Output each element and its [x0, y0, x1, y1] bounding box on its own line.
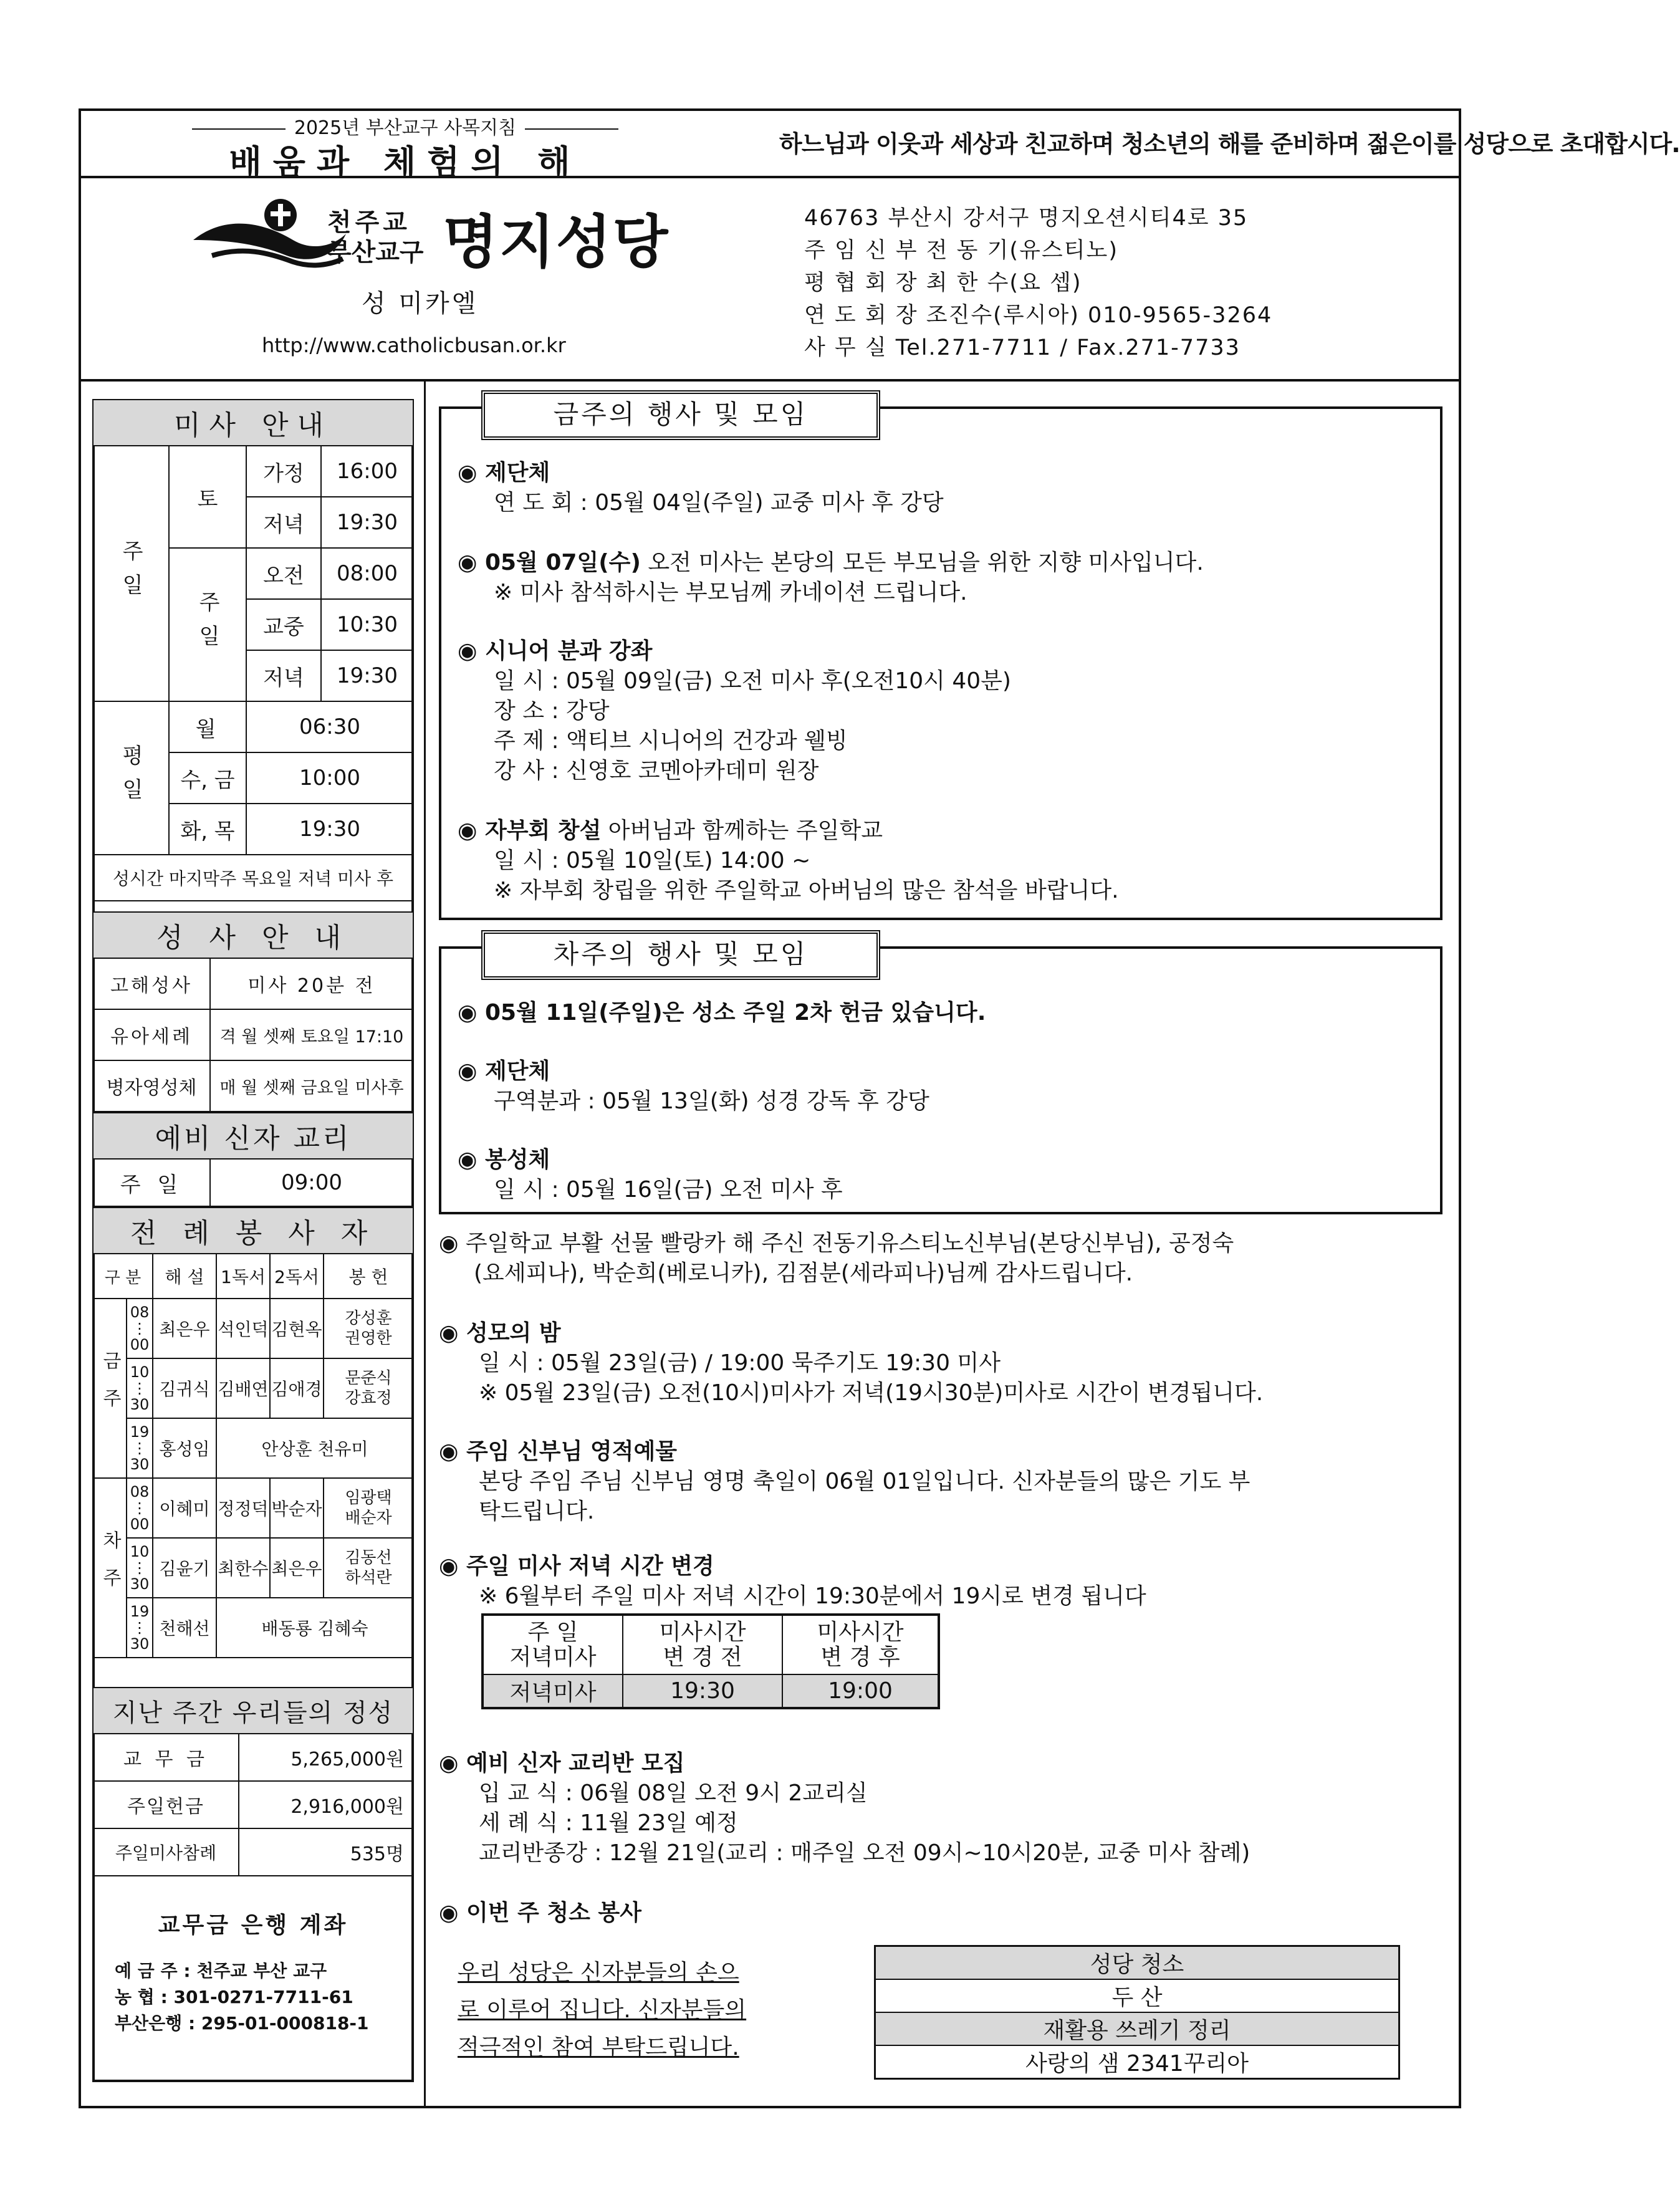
- mass-row-time: 19:30: [246, 804, 413, 855]
- notice-line: 교리반종강 : 12월 21일(교리 : 매주일 오전 09시~10시20분, 교중 미사 참례): [479, 1840, 1250, 1866]
- server-time-hour: 19: [130, 1603, 150, 1620]
- bank-title: 교무금 은행 계좌: [158, 1913, 348, 1938]
- logo-top-text: 천주교: [327, 208, 411, 237]
- event-line: ※ 자부회 창립을 위한 주일학교 아버님의 많은 참석을 바랍니다.: [494, 878, 1119, 903]
- time-table-h1b: 저녁미사: [509, 1644, 597, 1670]
- this-week-title: 금주의 행사 및 모임: [481, 390, 880, 440]
- event-line: [458, 455, 550, 487]
- time-table-h2b: 변 경 전: [663, 1644, 742, 1670]
- server-time-hour: 10: [130, 1363, 150, 1381]
- offering-value: 535명: [239, 1828, 413, 1876]
- server-offering: [324, 1478, 413, 1538]
- server-reading1: 석인덕: [216, 1299, 270, 1358]
- mass-row-time: 10:30: [337, 612, 398, 637]
- prayer-group-president: 연 도 회 장 조진수(루시아) 010-9565-3264: [804, 303, 1273, 328]
- sacrament-label: 유아세례: [93, 1009, 210, 1060]
- server-offering: [324, 1538, 413, 1598]
- catechumen-title: 예비 신자 교리: [93, 1113, 413, 1159]
- event-line: [458, 1142, 550, 1174]
- weekday-label: 평일: [93, 701, 169, 855]
- time-table-header: [782, 1615, 939, 1674]
- cleaning-table-cell: 재활용 쓰레기 정리: [875, 2012, 1399, 2045]
- sunday-label: 주일: [93, 446, 169, 701]
- server-reading2: 김애경: [270, 1358, 324, 1418]
- mass-row-time: 06:30: [246, 701, 413, 752]
- server-time-min: 00: [130, 1515, 150, 1533]
- notice-line: 본당 주임 주님 신부님 영명 축일이 06월 01일입니다. 신자분들의 많은 기도 부: [479, 1469, 1250, 1494]
- event-line: 일 시 : 05월 09일(금) 오전 미사 후(오전10시 40분): [494, 668, 1011, 694]
- event-line: ※ 미사 참석하시는 부모님께 카네이션 드립니다.: [494, 580, 967, 605]
- event-line: 장 소 : 강당: [494, 698, 610, 724]
- server-offering-b: 하석란: [345, 1568, 392, 1587]
- sacrament-label: 병자영성체: [93, 1060, 210, 1112]
- event-bold: ◉ 05월 07일(수): [458, 550, 641, 575]
- server-time-hour: 08: [130, 1304, 150, 1321]
- notice-bold: ◉ 주일 미사 저녁 시간 변경: [439, 1554, 714, 1579]
- cleaning-text: 적극적인 참여 부탁드립니다.: [458, 2035, 739, 2060]
- notice-bold: ◉ 주임 신부님 영적예물: [439, 1439, 677, 1464]
- offering-value: 2,916,000원: [239, 1781, 413, 1828]
- slogan: 하느님과 이웃과 세상과 친교하며 청소년의 해를 준비하며 젊은이를 성당으로 초대합시다.: [779, 130, 1680, 158]
- mass-title: 미사 안내: [93, 400, 413, 446]
- sacrament-table: [92, 911, 414, 1112]
- event-line: 일 시 : 05월 16일(금) 오전 미사 후: [494, 1177, 843, 1203]
- council-president: 평 협 회 장 최 한 수(요 셉): [804, 271, 1082, 295]
- event-line: [458, 813, 883, 845]
- header-bottom-divider: [79, 379, 1461, 382]
- server-time-hour: 08: [130, 1483, 150, 1501]
- mass-row-label: 월: [169, 701, 246, 752]
- mass-schedule-table: [92, 399, 414, 901]
- bank-line: 농 협 : 301-0271-7711-61: [115, 1987, 353, 2007]
- time-table-cell: 19:00: [782, 1674, 939, 1708]
- server-reading1: 김배연: [216, 1358, 270, 1418]
- address: 46763 부산시 강서구 명지오션시티4로 35: [804, 206, 1249, 231]
- offering-table: [92, 1687, 414, 1876]
- server-offering-b: 배순자: [345, 1509, 392, 1527]
- notice-line: [439, 1315, 561, 1347]
- mass-row: [246, 599, 413, 650]
- column-divider: [424, 379, 426, 2108]
- patron-saint: 성 미카엘: [362, 289, 479, 318]
- catechumen-time: 09:00: [210, 1159, 413, 1206]
- mass-row-time: 10:00: [246, 752, 413, 804]
- event-bold: ◉ 봉성체: [458, 1147, 550, 1173]
- notice-line: ◉ 주일학교 부활 선물 빨랑카 해 주신 전동기유스티노신부님(본당신부님), 공정숙: [439, 1231, 1234, 1256]
- sacrament-title: 성 사 안 내: [93, 912, 413, 958]
- logo-mark-icon: [187, 196, 349, 271]
- catechumen-day: 주 일: [93, 1159, 210, 1206]
- bank-line: 부산은행 : 295-01-000818-1: [115, 2013, 369, 2034]
- event-line: 연 도 회 : 05월 04일(주일) 교중 미사 후 강당: [494, 490, 944, 516]
- event-bold: ◉ 시니어 분과 강좌: [458, 638, 653, 664]
- event-bold: ◉ 제단체: [458, 1059, 550, 1084]
- sunday-sub-label: 주일: [169, 548, 246, 701]
- motto-title: 배움과 체험의 해: [229, 143, 582, 182]
- server-merged: 안상훈 천유미: [216, 1418, 413, 1478]
- event-bold: ◉ 05월 11일(주일)은 성소 주일 2차 헌금 있습니다.: [458, 1000, 986, 1025]
- server-offering-b: 강효정: [345, 1389, 392, 1408]
- server-merged: 배동룡 김혜숙: [216, 1598, 413, 1658]
- church-name: 명지성당: [443, 209, 670, 276]
- mass-row: [246, 446, 413, 497]
- offering-label: 교 무 금: [93, 1734, 239, 1781]
- notice-line: ※ 6월부터 주일 미사 저녁 시간이 19:30분에서 19시로 변경 됩니다: [479, 1583, 1146, 1609]
- liturgy-servers-table: [92, 1207, 414, 1658]
- server-time: 10 ⋮ 30: [127, 1358, 153, 1418]
- server-commentary: 천해선: [153, 1598, 216, 1658]
- server-time-hour: 19: [130, 1423, 150, 1441]
- mass-row: [246, 650, 413, 701]
- server-offering-a: 강성훈: [345, 1309, 392, 1328]
- mass-row: [246, 497, 413, 548]
- mass-row-label: 수, 금: [169, 752, 246, 804]
- notice-bold: ◉ 이번 주 청소 봉사: [439, 1900, 641, 1926]
- church-logo: [187, 196, 670, 276]
- servers-header: 해 설: [153, 1254, 216, 1299]
- notice-line: [439, 1746, 685, 1777]
- cleaning-text: 로 이루어 집니다. 신자분들의: [458, 1997, 747, 2023]
- event-bold: ◉ 제단체: [458, 460, 550, 486]
- mass-row: [246, 548, 413, 599]
- motto-small: 2025년 부산교구 사목지침: [131, 112, 679, 140]
- notice-line: [439, 1549, 714, 1580]
- server-time-min: 30: [130, 1396, 150, 1413]
- event-bold: ◉ 자부회 창설: [458, 818, 602, 843]
- holy-hour-note: 성시간 마지막주 목요일 저녁 미사 후: [93, 855, 413, 901]
- notice-bold: ◉ 성모의 밤: [439, 1320, 561, 1346]
- pastor: 주 임 신 부 전 동 기(유스티노): [804, 238, 1118, 263]
- cleaning-text: 우리 성당은 신자분들의 손으: [458, 1960, 739, 1986]
- event-line: 구역분과 : 05월 13일(화) 성경 강독 후 강당: [494, 1088, 929, 1114]
- server-reading2: 박순자: [270, 1478, 324, 1538]
- sacrament-value: 매 월 셋째 금요일 미사후: [210, 1060, 413, 1112]
- catechumen-table: [92, 1112, 414, 1207]
- server-time-min: 30: [130, 1635, 150, 1653]
- server-reading2: 김현옥: [270, 1299, 324, 1358]
- offering-label: 주일미사참례: [93, 1828, 239, 1876]
- mass-row-time: 19:30: [337, 510, 398, 535]
- server-offering-a: 문준식: [345, 1369, 392, 1388]
- server-offering-a: 임광택: [345, 1489, 392, 1507]
- notice-line: [439, 1895, 641, 1927]
- server-time: 10 ⋮ 30: [127, 1538, 153, 1598]
- server-time-hour: 10: [130, 1543, 150, 1560]
- offering-value: 5,265,000원: [239, 1734, 413, 1781]
- time-table-h3a: 미사시간: [817, 1619, 904, 1645]
- servers-title: 전 례 봉 사 자: [93, 1208, 413, 1254]
- server-offering-b: 권영한: [345, 1329, 392, 1348]
- event-line: [458, 995, 986, 1027]
- this-week-label: 금주: [93, 1299, 127, 1478]
- time-table-h2a: 미사시간: [659, 1619, 746, 1645]
- notice-line: [439, 1434, 677, 1466]
- cleaning-table-cell: 두 산: [875, 1979, 1399, 2012]
- time-table-cell: 19:30: [623, 1674, 782, 1708]
- server-time-min: 00: [130, 1336, 150, 1353]
- offering-label: 주일헌금: [93, 1781, 239, 1828]
- mass-row-time: 08:00: [337, 561, 398, 586]
- office-contact: 사 무 실 Tel.271-7711 / Fax.271-7733: [804, 335, 1241, 360]
- time-table-cell: 저녁미사: [482, 1674, 623, 1708]
- server-reading1: 정정덕: [216, 1478, 270, 1538]
- event-text: 아버님과 함께하는 주일학교: [601, 818, 883, 843]
- mass-row-label: 가정: [247, 446, 321, 496]
- time-table-h3b: 변 경 후: [820, 1644, 900, 1670]
- server-time-min: 30: [130, 1575, 150, 1593]
- server-offering: [324, 1358, 413, 1418]
- server-time: 08 ⋮ 00: [127, 1478, 153, 1538]
- time-table-h1a: 주 일: [527, 1619, 578, 1645]
- notice-line: (요세피나), 박순희(베로니카), 김점분(세라피나)님께 감사드립니다.: [474, 1261, 1133, 1286]
- time-table-header: [482, 1615, 623, 1674]
- server-reading1: 최한수: [216, 1538, 270, 1598]
- server-time: 08 ⋮ 00: [127, 1299, 153, 1358]
- website-link[interactable]: http://www.catholicbusan.or.kr: [262, 334, 566, 357]
- logo-bottom-text: 부산교구: [327, 238, 424, 267]
- event-line: 주 제 : 액티브 시니어의 건강과 웰빙: [494, 728, 848, 754]
- mass-row-label: 오전: [247, 549, 321, 598]
- sacrament-label: 고해성사: [93, 958, 210, 1009]
- notice-line: 일 시 : 05월 23일(금) / 19:00 묵주기도 19:30 미사: [479, 1350, 1001, 1376]
- mass-row-time: 19:30: [337, 663, 398, 688]
- mass-row-label: 교중: [247, 600, 321, 650]
- next-week-title: 차주의 행사 및 모임: [481, 930, 880, 980]
- event-text: 오전 미사는 본당의 모든 부모님을 위한 지향 미사입니다.: [640, 550, 1204, 575]
- event-line: [458, 545, 1204, 577]
- saturday-label: 토: [169, 446, 246, 548]
- server-time: 19 ⋮ 30: [127, 1418, 153, 1478]
- server-reading2: 최은우: [270, 1538, 324, 1598]
- event-line: [458, 633, 652, 665]
- bank-line: 예 금 주 : 천주교 부산 교구: [115, 1961, 327, 1981]
- cleaning-table-cell: 사랑의 샘 2341꾸리아: [875, 2045, 1399, 2079]
- event-line: [458, 1054, 550, 1085]
- notice-line: 탁드립니다.: [479, 1499, 595, 1524]
- servers-header: 2독서: [270, 1254, 324, 1299]
- server-time: 19 ⋮ 30: [127, 1598, 153, 1658]
- notice-bold: ◉ 예비 신자 교리반 모집: [439, 1750, 685, 1776]
- server-commentary: 이혜미: [153, 1478, 216, 1538]
- event-line: 강 사 : 신영호 코멘아카데미 원장: [494, 758, 819, 784]
- sacrament-value: 미사 20분 전: [210, 958, 413, 1009]
- cleaning-table-cell: 성당 청소: [875, 1946, 1399, 1980]
- mass-row-label: 화, 목: [169, 804, 246, 855]
- servers-header: 봉 헌: [324, 1254, 413, 1299]
- offering-title: 지난 주간 우리들의 정성: [93, 1688, 413, 1734]
- server-commentary: 최은우: [153, 1299, 216, 1358]
- time-change-table: [481, 1613, 940, 1709]
- mass-row-label: 저녁: [247, 651, 321, 701]
- notice-line: 입 교 식 : 06월 08일 오전 9시 2교리실: [479, 1780, 868, 1806]
- event-line: 일 시 : 05월 10일(토) 14:00 ~: [494, 848, 811, 873]
- server-offering: [324, 1299, 413, 1358]
- server-commentary: 김윤기: [153, 1538, 216, 1598]
- servers-header: 구 분: [93, 1254, 153, 1299]
- server-commentary: 김귀식: [153, 1358, 216, 1418]
- mass-row-time: 16:00: [337, 459, 398, 484]
- mass-row-label: 저녁: [247, 497, 321, 547]
- cleaning-table: [874, 1945, 1400, 2080]
- server-commentary: 홍성임: [153, 1418, 216, 1478]
- time-table-header: [623, 1615, 782, 1674]
- server-time-min: 30: [130, 1456, 150, 1473]
- servers-header: 1독서: [216, 1254, 270, 1299]
- next-week-label: 차주: [93, 1478, 127, 1658]
- sacrament-value: 격 월 셋째 토요일 17:10: [210, 1009, 413, 1060]
- notice-line: 세 례 식 : 11월 23일 예정: [479, 1810, 738, 1836]
- notice-line: ※ 05월 23일(금) 오전(10시)미사가 저녁(19시30분)미사로 시간이 변경됩니다.: [479, 1380, 1264, 1406]
- server-offering-a: 김동선: [345, 1549, 392, 1567]
